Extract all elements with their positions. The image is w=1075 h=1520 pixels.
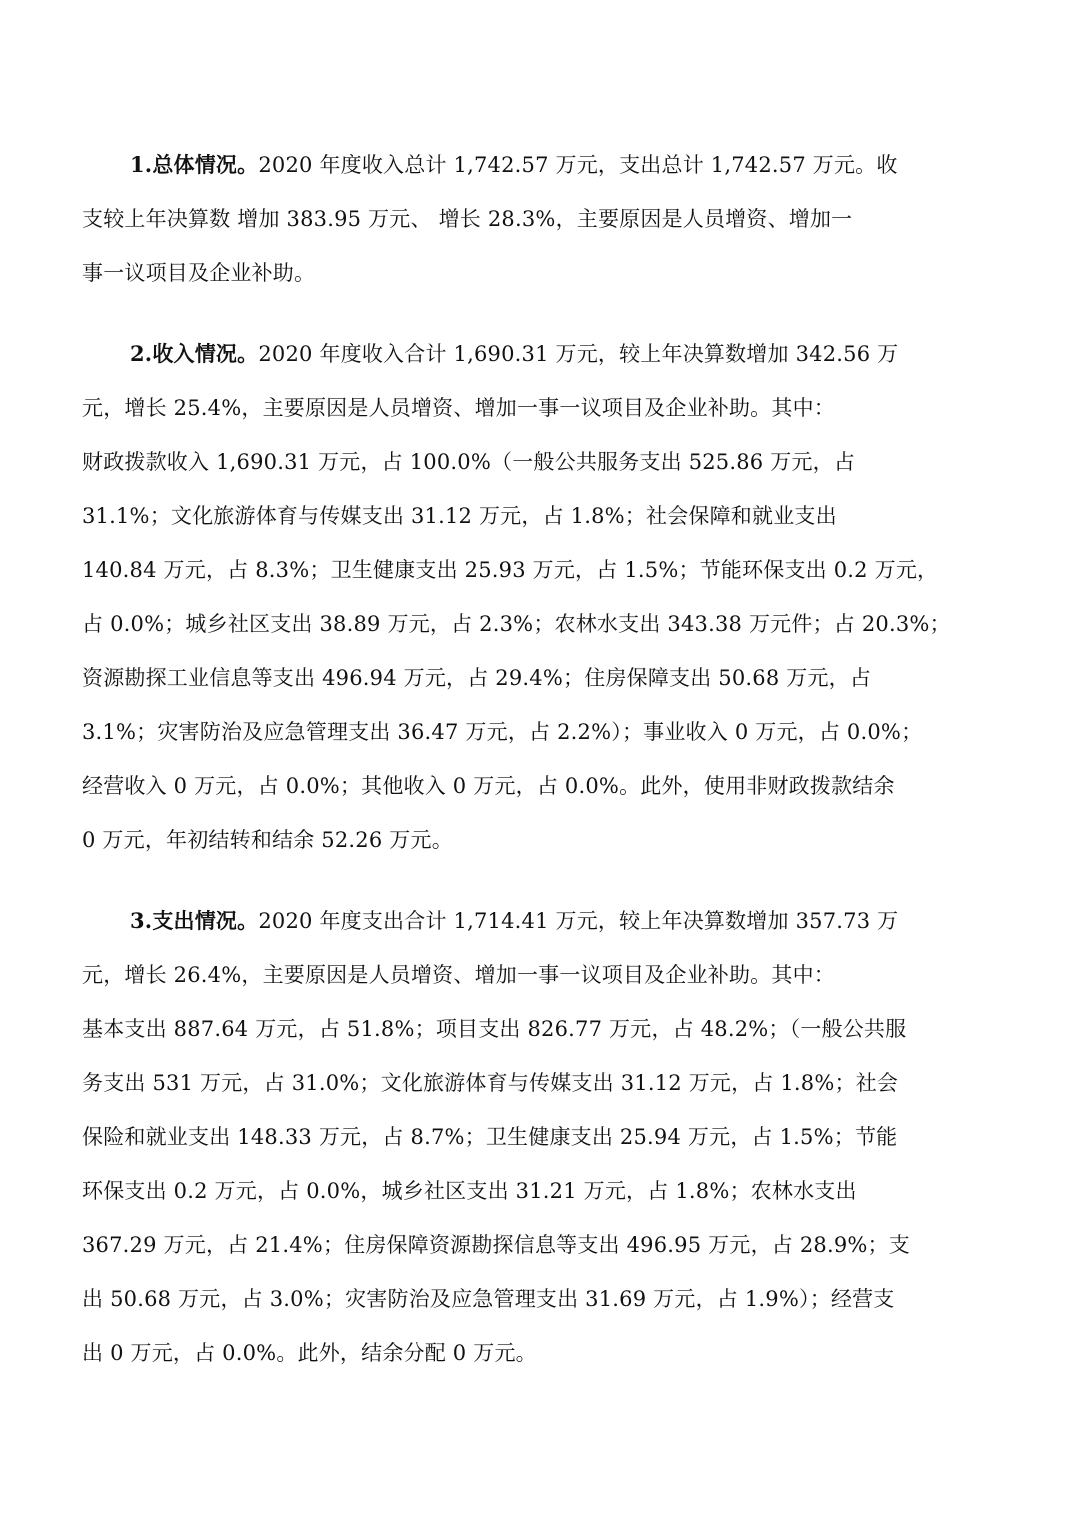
section-2-line-5: 140.84 万元，占 8.3%；卫生健康支出 25.93 万元，占 1.5%；节能环保支出 0.2 万元， <box>82 558 939 582</box>
section-3-line-6: 环保支出 0.2 万元，占 0.0%，城乡社区支出 31.21 万元，占 1.8%；农林水支出 <box>82 1179 857 1203</box>
section-2-text: 2020 年度收入合计 1,690.31 万元，较上年决算数增加 342.56 万 <box>258 342 899 366</box>
section-2-heading: 2.收入情况。 <box>130 341 259 366</box>
section-3-line-5: 保险和就业支出 148.33 万元，占 8.7%；卫生健康支出 25.94 万元，占 1.5%；节能 <box>82 1125 898 1149</box>
section-2-line-6: 占 0.0%；城乡社区支出 38.89 万元，占 2.3%；农林水支出 343.38 万元件；占 20.3%； <box>82 612 951 636</box>
section-1-line-1 <box>130 150 898 180</box>
section-2-line-1 <box>130 339 898 369</box>
section-1-heading: 1.总体情况。 <box>130 152 259 177</box>
section-3-line-7: 367.29 万元，占 21.4%；住房保障资源勘探信息等支出 496.95 万元，占 28.9%；支 <box>82 1233 910 1257</box>
section-1-text: 2020 年度收入总计 1,742.57 万元，支出总计 1,742.57 万元。收 <box>258 153 898 177</box>
section-3-line-3: 基本支出 887.64 万元，占 51.8%；项目支出 826.77 万元，占 48.2%；（一般公共服 <box>82 1017 907 1041</box>
section-3-text: 2020 年度支出合计 1,714.41 万元，较上年决算数增加 357.73 万 <box>258 909 899 933</box>
section-3-heading: 3.支出情况。 <box>130 908 259 933</box>
section-3-line-8: 出 50.68 万元，占 3.0%；灾害防治及应急管理支出 31.69 万元，占 1.9%）；经营支 <box>82 1287 895 1311</box>
section-3-line-1 <box>130 906 898 936</box>
section-2-line-8: 3.1%；灾害防治及应急管理支出 36.47 万元，占 2.2%）；事业收入 0 万元，占 0.0%； <box>82 720 923 744</box>
section-2-line-2: 元，增长 25.4%，主要原因是人员增资、增加一事一议项目及企业补助。其中： <box>82 396 835 420</box>
section-2-line-3: 财政拨款收入 1,690.31 万元，占 100.0%（一般公共服务支出 525.86 万元，占 <box>82 450 856 474</box>
section-2-line-9: 经营收入 0 万元，占 0.0%；其他收入 0 万元，占 0.0%。此外，使用非财政拨款结余 <box>82 774 895 798</box>
section-2-line-7: 资源勘探工业信息等支出 496.94 万元，占 29.4%；住房保障支出 50.68 万元，占 <box>82 666 872 690</box>
section-3-line-2: 元，增长 26.4%，主要原因是人员增资、增加一事一议项目及企业补助。其中： <box>82 963 835 987</box>
section-1-line-3: 事一议项目及企业补助。 <box>82 261 316 285</box>
section-3-line-4: 务支出 531 万元，占 31.0%；文化旅游体育与传媒支出 31.12 万元，占 1.8%；社会 <box>82 1071 899 1095</box>
section-2-line-10: 0 万元，年初结转和结余 52.26 万元。 <box>82 828 453 852</box>
section-2-line-4: 31.1%；文化旅游体育与传媒支出 31.12 万元，占 1.8%；社会保障和就业支出 <box>82 504 837 528</box>
section-3-line-9: 出 0 万元，占 0.0%。此外，结余分配 0 万元。 <box>82 1341 537 1365</box>
section-1-line-2: 支较上年决算数 增加 383.95 万元、 增长 28.3%，主要原因是人员增资、增加一 <box>82 207 853 231</box>
